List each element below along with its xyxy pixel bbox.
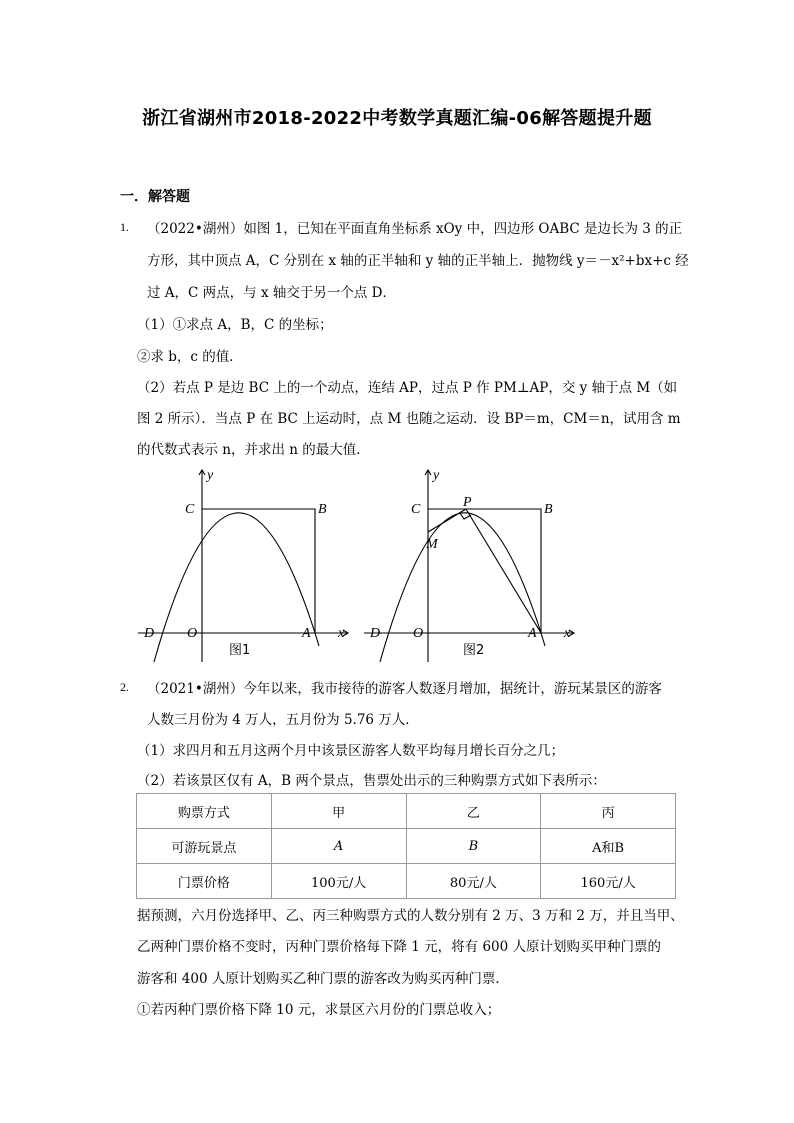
table-cell: A和B xyxy=(541,829,676,864)
q1-line-3: 过 A，C 两点，与 x 轴交于另一个点 D． xyxy=(147,285,396,301)
parabola xyxy=(380,513,545,662)
q2-line-2: 人数三月份为 4 万人，五月份为 5.76 万人． xyxy=(147,712,419,728)
table-cell: 160元/人 xyxy=(541,864,676,899)
q1-line-4: （1）①求点 A，B，C 的坐标； xyxy=(137,317,333,333)
page-title: 浙江省湖州市2018-2022中考数学真题汇编-06解答题提升题 xyxy=(142,108,652,129)
table-row xyxy=(137,864,676,899)
table-cell: 乙 xyxy=(406,794,541,829)
fig2-label-m: M xyxy=(426,537,438,552)
table-cell: A xyxy=(271,829,406,864)
table-cell: 80元/人 xyxy=(406,864,541,899)
table-cell: 门票价格 xyxy=(137,864,272,899)
figure-1 xyxy=(136,466,358,664)
fig1-caption: 图1 xyxy=(229,643,251,658)
figure-2 xyxy=(362,466,584,664)
table-cell: 丙 xyxy=(541,794,676,829)
fig2-label-a: A xyxy=(528,626,537,641)
fig1-label-o: O xyxy=(187,626,198,641)
fig1-label-d: D xyxy=(144,626,155,641)
fig2-label-o: O xyxy=(413,626,424,641)
ticket-table xyxy=(136,793,676,899)
table-cell: B xyxy=(406,829,541,864)
section-heading: 一．解答题 xyxy=(120,189,190,205)
q1-line-2: 方形，其中顶点 A，C 分别在 x 轴的正半轴和 y 轴的正半轴上．抛物线 y＝－x²+bx+c 经 xyxy=(147,253,689,269)
table-row xyxy=(137,794,676,829)
fig2-label-b: B xyxy=(544,502,553,517)
fig1-label-a: A xyxy=(302,626,311,641)
fig1-label-y: y xyxy=(207,468,214,483)
segment-pm xyxy=(428,509,466,532)
q1-line-8: 的代数式表示 n，并求出 n 的最大值． xyxy=(137,442,370,458)
q1-line-5: ②求 b，c 的值． xyxy=(137,349,243,365)
q2-after-line-1: 据预测，六月份选择甲、乙、丙三种购票方式的人数分别有 2 万、3 万和 2 万，并且当甲、 xyxy=(137,908,684,924)
question-number-1: 1. xyxy=(120,220,129,234)
fig2-label-y: y xyxy=(433,468,440,483)
q2-after-line-3: 游客和 400 人原计划购买乙种门票的游客改为购买丙种门票． xyxy=(137,971,509,987)
segment-ap xyxy=(466,509,541,633)
parabola xyxy=(154,513,319,662)
q1-line-1: （2022•湖州）如图 1，已知在平面直角坐标系 xOy 中，四边形 OABC 是边长为 3 的正 xyxy=(147,221,683,237)
fig2-label-c: C xyxy=(411,502,421,517)
table-cell: 购票方式 xyxy=(137,794,272,829)
question-number-2: 2. xyxy=(120,680,129,694)
q2-after-line-2: 乙两种门票价格不变时，丙种门票价格每下降 1 元，将有 600 人原计划购买甲种门票的 xyxy=(137,939,662,955)
q2-line-4: （2）若该景区仅有 A，B 两个景点，售票处出示的三种购票方式如下表所示： xyxy=(137,773,606,789)
fig1-label-c: C xyxy=(185,502,195,517)
q1-line-6: （2）若点 P 是边 BC 上的一个动点，连结 AP，过点 P 作 PM⊥AP，交 y 轴于点 M（如 xyxy=(137,380,678,396)
fig1-label-b: B xyxy=(318,502,327,517)
square-oabc xyxy=(202,509,315,633)
table-cell: 100元/人 xyxy=(271,864,406,899)
fig2-label-x: x xyxy=(564,626,571,641)
q2-after-line-4: ①若丙种门票价格下降 10 元，求景区六月份的门票总收入； xyxy=(137,1002,501,1018)
q2-line-1: （2021•湖州）今年以来，我市接待的游客人数逐月增加，据统计，游玩某景区的游客 xyxy=(147,681,662,697)
fig2-label-p: P xyxy=(463,495,472,510)
q2-line-3: （1）求四月和五月这两个月中该景区游客人数平均每月增长百分之几； xyxy=(137,743,565,759)
table-row xyxy=(137,829,676,864)
square-oabc xyxy=(428,509,541,633)
fig1-label-x: x xyxy=(338,626,345,641)
fig2-label-d: D xyxy=(370,626,381,641)
fig2-caption: 图2 xyxy=(463,643,485,658)
table-cell: 甲 xyxy=(271,794,406,829)
q1-line-7: 图 2 所示）．当点 P 在 BC 上运动时，点 M 也随之运动．设 BP＝m，CM＝n，试用含 m xyxy=(137,411,681,427)
table-cell: 可游玩景点 xyxy=(137,829,272,864)
